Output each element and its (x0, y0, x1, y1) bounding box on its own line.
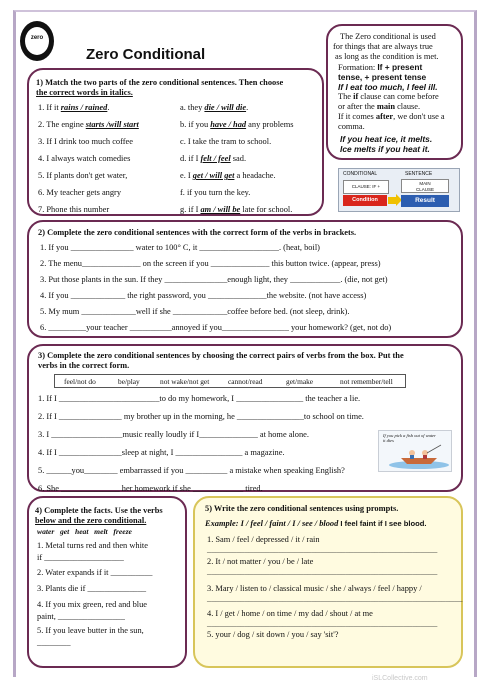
diagram-label: SENTENCE (405, 171, 433, 177)
exercise-3-line: 6. She ______________ her homework if she ____________ tired. (38, 484, 263, 493)
exercise-5-prompt: 1. Sam / feel / depressed / it / rain (207, 535, 320, 544)
exercise-2-line: 3. Put those plants in the sun. If they _______________enough light, they ____________. (die, not get) (40, 275, 388, 284)
info-line: If it comes after, we don't use a (338, 112, 445, 121)
exercise-1-heading: 1) Match the two parts of the zero conditional sentences. Then choose (36, 78, 284, 87)
exercise-4-heading: 4) Complete the facts. Use the verbs (35, 506, 163, 515)
answer-line: _____________________________________________________________ (207, 594, 463, 603)
result-box: Result (401, 195, 449, 207)
exercise-5-heading: 5) Write the zero conditional sentences using prompts. (205, 504, 399, 513)
exercise-3-heading: verbs in the correct form. (38, 361, 130, 370)
match-item: b. if you have / had any problems (180, 120, 294, 129)
picture-caption: If you pick a fish out of water (383, 433, 436, 438)
match-item: 6. My teacher gets angry (38, 188, 122, 197)
conditional-diagram (338, 168, 460, 212)
exercise-4-line: ________ (37, 638, 71, 647)
exercise-4-line: if ___________________ (37, 553, 124, 562)
exercise-4-line: 2. Water expands if it __________ (37, 568, 153, 577)
exercise-4-line: 5. If you leave butter in the sun, (37, 626, 144, 635)
exercise-1-heading: the correct words in italics. (36, 88, 133, 97)
exercise-5-prompt: 4. I / get / home / on time / my dad / shout / at me (207, 609, 373, 618)
info-example: Ice melts if you heat it. (340, 144, 430, 154)
exercise-4-line: paint, ________________ (37, 612, 125, 621)
exercise-3-line: 4. If I _______________sleep at night, I ________________ a magazine. (38, 448, 285, 457)
picture-caption: it dies (383, 438, 394, 443)
diagram-label: CONDITIONAL (343, 171, 378, 177)
exercise-3-line: 3. I _________________music really loudly if I______________ at home alone. (38, 430, 309, 439)
exercise-3-line: 5. ______you________ embarrassed if you __________ a mistake when speaking English? (38, 466, 345, 475)
exercise-2-line: 1. If you _______________ water to 100° C, it ___________________. (heat, boil) (40, 243, 320, 252)
boat-icon (379, 431, 451, 471)
info-line: The Zero conditional is used (340, 32, 436, 41)
exercise-2-line: 4. If you _____________ the right password, you ______________the website. (not have access) (40, 291, 367, 300)
answer-line: _______________________________________________________ (207, 619, 438, 628)
info-line: tense, + present tense (338, 72, 427, 82)
match-item: 4. I always watch comedies (38, 154, 131, 163)
exercise-4-line: 4. If you mix green, red and blue (37, 600, 148, 609)
word-box-item: get/make (286, 377, 314, 386)
match-item: f. if you turn the key. (180, 188, 251, 197)
exercise-3-line: 1. If I ________________________to do my homework, I ________________ the teacher a lie. (38, 394, 361, 403)
info-example: If you heat ice, it melts. (340, 134, 433, 144)
page-title: Zero Conditional (86, 46, 206, 63)
exercise-5-prompt: 2. It / not matter / you / be / late (207, 557, 314, 566)
exercise-5-prompt: 3. Mary / listen to / classical music / she / always / feel / happy / (207, 584, 422, 593)
exercise-5-example: Example: I / feel / faint / I / see / blood I feel faint if I see blood. (205, 519, 427, 528)
word-box-item: not wake/not get (160, 377, 210, 386)
word-box-item: not remember/tell (340, 377, 393, 386)
if-clause-box: CLAUSE: IF + (343, 180, 389, 194)
word-box-item: feel/not do (64, 377, 96, 386)
exercise-3-heading: 3) Complete the zero conditional sentences by choosing the correct pairs of verbs from the box. Put the (38, 351, 404, 360)
match-item: 1. If it rains / rained. (38, 103, 110, 112)
zero-logo (20, 21, 54, 61)
match-item: 2. The engine starts /will start (38, 120, 139, 129)
main-clause-box: MAIN CLAUSE (401, 179, 449, 193)
exercise-2-line: 2. The menu______________ on the screen if you ______________ this button twice. (appear, press) (40, 259, 381, 268)
match-item: e. I get / will get a headache. (180, 171, 276, 180)
exercise-4-heading: below and the zero conditional. (35, 516, 147, 525)
match-item: 7. Phone this number (38, 205, 110, 214)
info-line: or after the main clause. (338, 102, 421, 111)
match-item: c. I take the tram to school. (180, 137, 272, 146)
exercise-2-line: 5. My mum _____________well if she _____________coffee before bed. (not sleep, drink). (40, 307, 350, 316)
info-line: comma. (338, 122, 365, 131)
match-item: d. if I felt / feel sad. (180, 154, 247, 163)
info-line: as long as the condition is met. (335, 52, 439, 61)
exercise-3-line: 2. If I _______________ my brother up in the morning, he ________________to school on time. (38, 412, 364, 421)
word-box-item: cannot/read (228, 377, 263, 386)
exercise-4-line: 3. Plants die if ______________ (37, 584, 147, 593)
info-line: Formation: If + present (338, 62, 423, 72)
match-item: g. if I am / will be late for school. (180, 205, 293, 214)
exercise-4-verbs: water get heat melt freeze (37, 527, 132, 536)
fish-boat-picture (378, 430, 452, 472)
exercise-2-line: 6. _________your teacher __________annoyed if you________________ your homework? (get, not do) (40, 323, 392, 332)
exercise-5-prompt: 5. your / dog / sit down / you / say 'sit'? (207, 630, 339, 639)
info-line: The if clause can come before (338, 92, 439, 101)
exercise-4-line: 1. Metal turns red and then white (37, 541, 148, 550)
match-item: 5. If plants don't get water, (38, 171, 128, 180)
word-box-item: be/play (118, 377, 140, 386)
match-item: 3. If I drink too much coffee (38, 137, 133, 146)
match-item: a. they die / will die. (180, 103, 249, 112)
answer-line: _______________________________________________________ (207, 567, 438, 576)
condition-box: Condition (343, 195, 387, 206)
logo-text: zero (30, 35, 44, 41)
answer-line: _______________________________________________________ (207, 545, 438, 554)
info-line: for things that are always true (333, 42, 433, 51)
watermark: iSLCollective.com (372, 675, 428, 682)
exercise-2-heading: 2) Complete the zero conditional sentences with the correct form of the verbs in brackets. (38, 228, 357, 237)
info-example: If I eat too much, I feel ill. (338, 82, 438, 92)
